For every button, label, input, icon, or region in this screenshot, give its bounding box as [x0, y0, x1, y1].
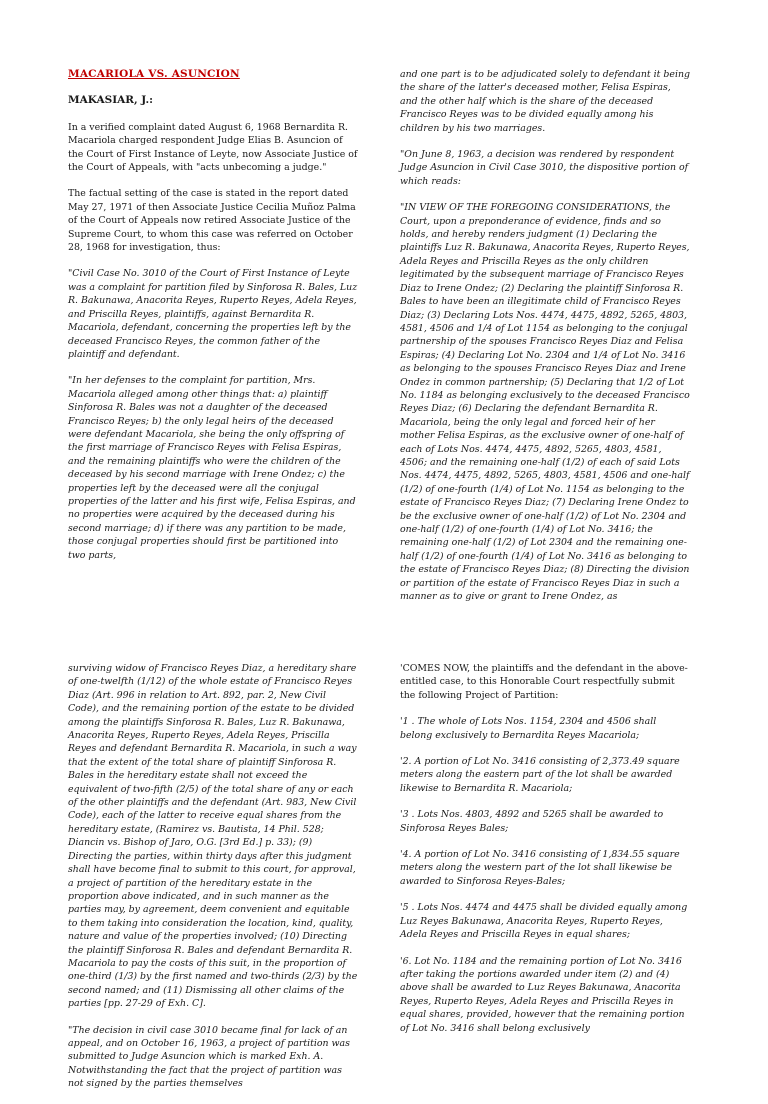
paragraph: and one part is to be adjudicated solely to defendant it being the share of the latter's deceased mother, Felisa Espiras, and the other half which is the share of the deceased Francisco Reyes was to be divided equally among his children by his two marriages. — [400, 69, 691, 134]
case-title: MACARIOLA VS. ASUNCION — [68, 68, 240, 80]
list-item: '6. Lot No. 1184 and the remaining portion of Lot No. 3416 after taking the portions awarded under item (2) and (4) above shall be awarded to Luz Reyes Bakunawa, Anacorita Reyes, Ruperto Reyes, Adela Reyes and Priscilla Reyes in equal shares, provided, however that the remaining portion of Lot No. 3416 shall belong exclusively — [400, 955, 685, 1034]
column-2 — [400, 68, 690, 616]
paragraph: "The decision in civil case 3010 became final for lack of an appeal, and on October 16, 1963, a project of partition was submitted to Judge Asuncion which is marked Exh. A. Notwithstanding the fact that the project of partition was not signed by the parties themselves — [68, 1024, 350, 1090]
paragraph: "Civil Case No. 3010 of the Court of First Instance of Leyte was a complaint for partition filed by Sinforosa R. Bales, Luz R. Bakunawa, Anacorita Reyes, Ruperto Reyes, Adela Reyes, and Priscilla Reyes, plaintiffs, against Bernardita R. Macariola, defendant, concerning the properties left by the deceased Francisco Reyes, the common father of the plaintiff and defendant. — [68, 268, 358, 360]
paragraph: In a verified complaint dated August 6, 1968 Bernardita R. Macariola charged respondent Judge Elias B. Asuncion of the Court of First Instance of Leyte, now Associate Justice of the Court of Appeals, with "acts unbecoming a judge." — [68, 121, 358, 174]
column-3 — [68, 662, 358, 1104]
paragraph: "On June 8, 1963, a decision was rendered by respondent Judge Asuncion in Civil Case 3010, the dispositive portion of which reads: — [400, 149, 689, 187]
list-item: '3 . Lots Nos. 4803, 4892 and 5265 shall be awarded to Sinforosa Reyes Bales; — [400, 809, 664, 834]
list-item: '5 . Lots Nos. 4474 and 4475 shall be divided equally among Luz Reyes Bakunawa, Anacorita Reyes, Ruperto Reyes, Adela Reyes and Priscilla Reyes in equal shares; — [400, 902, 688, 941]
paragraph: "IN VIEW OF THE FOREGOING CONSIDERATIONS, the Court, upon a preponderance of evidence, finds and so holds, and hereby renders judgment (1) Declaring the plaintiffs Luz R. Bakunawa, Anacorita Reyes, Ruperto Reyes, Adela Reyes and Priscilla Reyes as the only children legitimated by the subsequent marriage of Francisco Reyes Diaz to Irene Ondez; (2) Declaring the plaintiff Sinforosa R. Bales to have been an illegitimate child of Francisco Reyes Diaz; (3) Declaring Lots Nos. 4474, 4475, 4892, 5265, 4803, 4581, 4506 and 1/4 of Lot 1154 as belonging to the conjugal partnership of the spouses Francisco Reyes Diaz and Felisa Espiras; (4) Declaring Lot No. 2304 and 1/4 of Lot No. 3416 as belonging to the spouses Francisco Reyes Diaz and Irene Ondez in common partnership; (5) Declaring that 1/2 of Lot No. 1184 as belonging exclusively to the deceased Francisco Reyes Diaz; (6) Declaring the defendant Bernardita R. Macariola, being the only legal and forced heir of her mother Felisa Espiras, as the exclusive owner of one-half of each of Lots Nos. 4474, 4475, 4892, 5265, 4803, 4581, 4506; and the remaining one-half (1/2) of each of said Lots Nos. 4474, 4475, 4892, 5265, 4803, 4581, 4506 and one-half (1/2) of one-fourth (1/4) of Lot No. 1154 as belonging to the estate of Francisco Reyes Diaz; (7) Declaring Irene Ondez to be the exclusive owner of one-half (1/2) of Lot No. 2304 and one-half (1/2) of one-fourth (1/4) of Lot No. 3416; the remaining one-half (1/2) of Lot 2304 and the remaining one-half (1/2) of one-fourth (1/4) of Lot No. 3416 as belonging to the estate of Francisco Reyes Diaz; (8) Directing the division or partition of the estate of Francisco Reyes Diaz in such a manner as to give or grant to Irene Ondez, as — [400, 202, 690, 603]
list-item: '4. A portion of Lot No. 3416 consisting of 1,834.55 square meters along the western part of the lot shall likewise be awarded to Sinforosa Reyes-Bales; — [400, 849, 680, 887]
list-item: '2. A portion of Lot No. 3416 consisting of 2,373.49 square meters along the eastern part of the lot shall be awarded likewise to Bernardita R. Macariola; — [400, 756, 680, 794]
paragraph: "In her defenses to the complaint for partition, Mrs. Macariola alleged among other things that: a) plaintiff Sinforosa R. Bales was not a daughter of the deceased Francisco Reyes; b) the only legal heirs of the deceased were defendant Macariola, she being the only offspring of the first marriage of Francisco Reyes with Felisa Espiras, and the remaining plaintiffs who were the children of the deceased by his second marriage with Irene Ondez; c) the properties left by the deceased were all the conjugal properties of the latter and his first wife, Felisa Espiras, and no properties were acquired by the deceased during his second marriage; d) if there was any partition to be made, those conjugal properties should first be partitioned into two parts, — [68, 375, 356, 561]
column-4 — [400, 662, 690, 1048]
paragraph: The factual setting of the case is stated in the report dated May 27, 1971 of then Associate Justice Cecilia Muñoz Palma of the Court of Appeals now retired Associate Justice of the Supreme Court, to whom this case was referred on October 28, 1968 for investigation, thus: — [68, 188, 356, 254]
list-item: '1 . The whole of Lots Nos. 1154, 2304 and 4506 shall belong exclusively to Bernardita Reyes Macariola; — [400, 716, 657, 741]
paragraph: surviving widow of Francisco Reyes Diaz, a hereditary share of one-twelfth (1/12) of the whole estate of Francisco Reyes Diaz (Art. 996 in relation to Art. 892, par. 2, New Civil Code), and the remaining portion of the estate to be divided among the plaintiffs Sinforosa R. Bales, Luz R. Bakunawa, Anacorita Reyes, Ruperto Reyes, Adela Reyes, Priscilla Reyes and defendant Bernardita R. Macariola, in such a way that the extent of the total share of plaintiff Sinforosa R. Bales in the hereditary estate shall not exceed the equivalent of two-fifth (2/5) of the total share of any or each of the other plaintiffs and the defendant (Art. 983, New Civil Code), each of the latter to receive equal shares from the hereditary estate, (Ramirez vs. Bautista, 14 Phil. 528; Diancin vs. Bishop of Jaro, O.G. [3rd Ed.] p. 33); (9) Directing the parties, within thirty days after this judgment shall have become final to submit to this court, for approval, a project of partition of the hereditary estate in the proportion above indicated, and in such manner as the parties may, by agreement, deem convenient and equitable to them taking into consideration the location, kind, quality, nature and value of the properties involved; (10) Directing the plaintiff Sinforosa R. Bales and defendant Bernardita R. Macariola to pay the costs of this suit, in the proportion of one-third (1/3) by the first named and two-thirds (2/3) by the second named; and (11) Dismissing all other claims of the parties [pp. 27-29 of Exh. C]. — [68, 663, 358, 1010]
ponente: MAKASIAR, J.: — [68, 94, 153, 107]
column-1 — [68, 68, 358, 575]
paragraph: 'COMES NOW, the plaintiffs and the defendant in the above-entitled case, to this Honorable Court respectfully submit the following Project of Partition: — [400, 663, 688, 701]
